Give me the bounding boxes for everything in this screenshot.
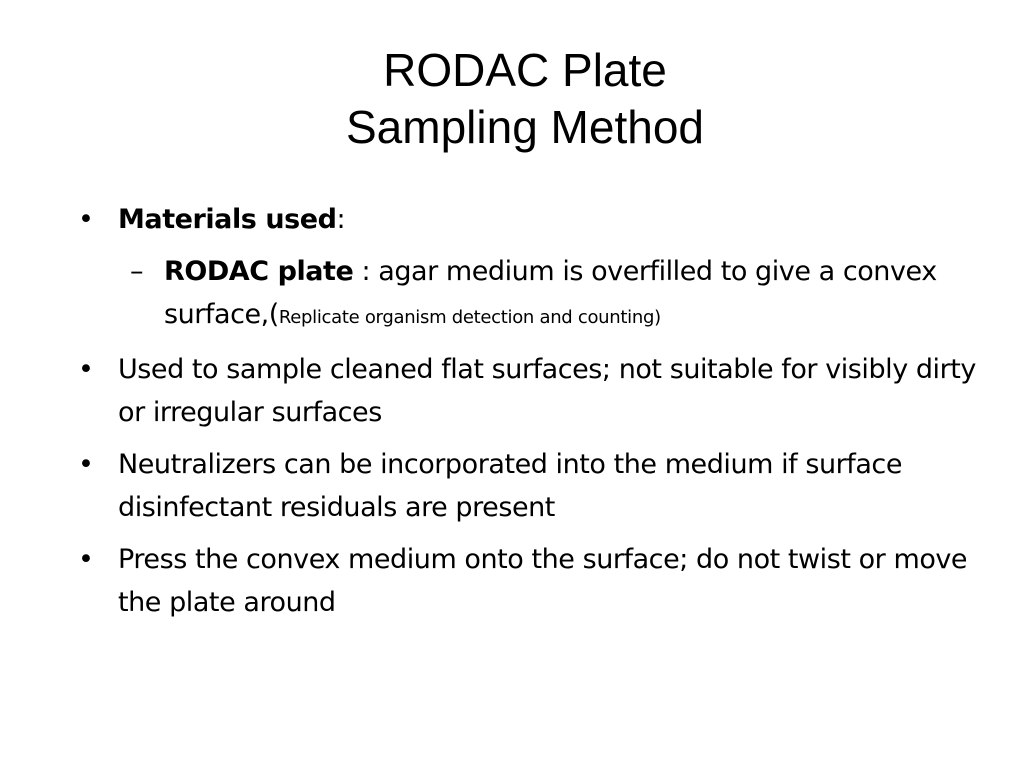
bullet-marker: • (78, 354, 94, 385)
bullet-text: Press the convex medium onto the surface; do not twist or move the plate around (118, 544, 968, 618)
bullet-list (76, 198, 976, 633)
sub-bullet-marker: – (130, 256, 144, 287)
title-line-2: Sampling Method (346, 101, 704, 153)
bullet-text: Used to sample cleaned flat surfaces; not suitable for visibly dirty or irregular surfaces (118, 354, 976, 428)
slide-title (0, 42, 1024, 156)
sub-bullet-small-text: Replicate organism detection and counting) (278, 307, 661, 328)
bullet-text: : (336, 204, 346, 235)
bullet-press (76, 538, 976, 624)
bullet-neutralizers (76, 443, 976, 529)
sub-bullet-bold-text: RODAC plate (164, 256, 354, 287)
bullet-materials-used (76, 198, 976, 241)
bullet-usage (76, 348, 976, 434)
bullet-text: Neutralizers can be incorporated into the medium if surface disinfectant residuals are present (118, 449, 902, 523)
bullet-bold-text: Materials used (118, 204, 337, 235)
sub-bullet-rodac-plate (76, 250, 976, 339)
bullet-marker: • (78, 449, 94, 480)
bullet-marker: • (78, 544, 94, 575)
bullet-marker: • (78, 204, 94, 235)
sub-bullet-text: : agar medium is overfilled to give a convex surface,( (164, 256, 937, 330)
title-line-1: RODAC Plate (383, 44, 667, 96)
